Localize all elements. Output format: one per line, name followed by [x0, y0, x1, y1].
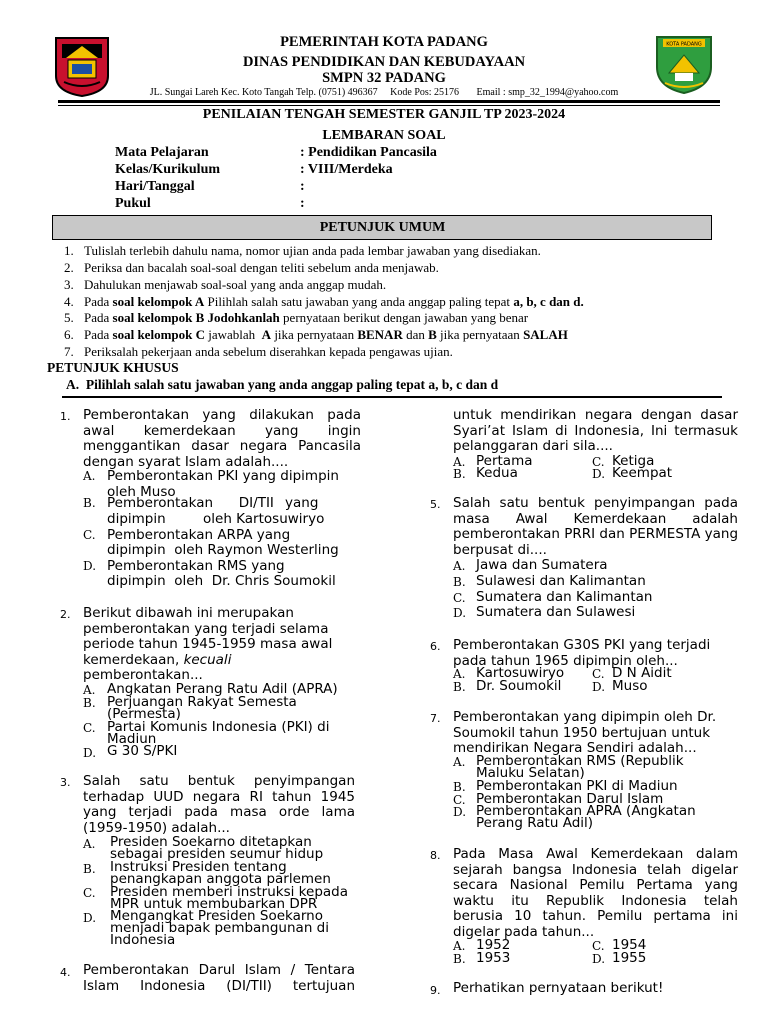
rule-1: 1. Tulislah terlebih dahulu nama, nomor ujian anda pada lembar jawaban yang disediakan.	[64, 243, 541, 258]
q4-option-d: Keempat	[612, 465, 673, 481]
svg-text:KOTA PADANG: KOTA PADANG	[666, 41, 702, 48]
q3-c-letter: C.	[83, 886, 96, 900]
rule-5: 5. Pada soal kelompok B Jodohkanlah pernyataan berikut dengan jawaban yang benar	[64, 310, 529, 325]
q6-number: 6.	[430, 640, 441, 653]
q7-a-letter: A.	[453, 755, 466, 769]
q2-option-b: Perjuangan Rakyat Semesta (Permesta)	[107, 694, 297, 722]
q3-option-a: Presiden Soekarno ditetapkan sebagai presiden seumur hidup	[110, 834, 324, 862]
q3-b-letter: B.	[83, 862, 96, 876]
q5-a-letter: A.	[453, 559, 466, 573]
q7-option-a: Pemberontakan RMS (Republik Maluku Selatan)	[476, 753, 684, 781]
q1-option-a: Pemberontakan PKI yang dipimpin oleh Muso	[107, 468, 339, 500]
q8-option-d: 1955	[612, 950, 647, 966]
q8-text: Pada Masa Awal Kemerdekaan dalam sejarah bangsa Indonesia telah digelar secara Nasional Pemilu Pertama yang waktu itu Republik Indonesia telah berusia 10 tahun. Pemilu pertama ini digelar pada tahun...	[453, 846, 738, 940]
q9-text: Perhatikan pernyataan berikut!	[453, 980, 664, 996]
info-value-subject: : Pendidikan Pancasila	[300, 145, 437, 160]
q7-option-b: Pemberontakan PKI di Madiun	[476, 778, 678, 794]
q8-b-letter: B.	[453, 952, 466, 966]
q6-b-letter: B.	[453, 680, 466, 694]
q5-d-letter: D.	[453, 606, 467, 620]
header-line1: PEMERINTAH KOTA PADANG	[280, 34, 488, 50]
q8-c-letter: C.	[592, 939, 605, 953]
rule-2: 2. Periksa dan bacalah soal-soal dengan teliti sebelum anda menjawab.	[64, 260, 439, 275]
q7-option-d: Pemberontakan APRA (Angkatan Perang Ratu Adil)	[476, 803, 696, 831]
q8-option-b: 1953	[476, 950, 511, 966]
q2-a-letter: A.	[83, 683, 96, 697]
q5-option-b: Sulawesi dan Kalimantan	[476, 573, 646, 589]
info-value-time: :	[300, 196, 305, 211]
q5-option-c: Sumatera dan Kalimantan	[476, 589, 653, 605]
q1-option-d-part1: Pemberontakan RMS yang	[107, 558, 285, 574]
q4-a-letter: A.	[453, 455, 466, 469]
q6-c-letter: C.	[592, 667, 605, 681]
q2-number: 2.	[60, 608, 71, 621]
q9-number: 9.	[430, 984, 441, 997]
header-rule-thin	[58, 105, 720, 106]
header-line3: SMPN 32 PADANG	[322, 70, 446, 86]
q7-option-c: Pemberontakan Darul Islam	[476, 791, 664, 807]
q4-number: 4.	[60, 966, 71, 979]
q3-number: 3.	[60, 776, 71, 789]
q3-a-letter: A.	[83, 837, 96, 851]
exam-subtitle: LEMBARAN SOAL	[322, 128, 446, 143]
q4-c-letter: C.	[592, 455, 605, 469]
header-address: JL. Sungai Lareh Kec. Koto Tangah Telp. (0751) 496367 Kode Pos: 25176 Email : smp_32_1994@yahoo.com	[149, 87, 619, 98]
section-a-rule	[62, 396, 722, 398]
q5-option-d: Sumatera dan Sulawesi	[476, 604, 636, 620]
info-value-date: :	[300, 179, 305, 194]
q2-option-c: Partai Komunis Indonesia (PKI) di Madiun	[107, 719, 330, 747]
special-instructions-title: PETUNJUK KHUSUS	[47, 360, 179, 375]
exam-title: PENILAIAN TENGAH SEMESTER GANJIL TP 2023-2024	[202, 107, 566, 122]
q1-d-letter: D.	[83, 559, 97, 573]
q3-option-d: Mengangkat Presiden Soekarno menjadi bapak pembangunan di Indonesia	[110, 908, 329, 948]
q2-option-d: G 30 S/PKI	[107, 743, 178, 759]
q4-text: Pemberontakan Darul Islam / Tentara Islam Indonesia (DI/TII) tertujuan	[83, 962, 355, 994]
q1-text: Pemberontakan yang dilakukan pada awal kemerdekaan yang ingin menggantikan dasar negara Pancasila dengan syarat Islam adalah....	[83, 407, 361, 470]
q5-b-letter: B.	[453, 575, 466, 589]
q6-d-letter: D.	[592, 680, 606, 694]
q8-a-letter: A.	[453, 939, 466, 953]
info-label-subject: Mata Pelajaran	[115, 145, 209, 160]
q1-option-c-part1: Pemberontakan ARPA yang	[107, 527, 291, 543]
q1-c-letter: C.	[83, 528, 96, 542]
q2-d-letter: D.	[83, 746, 97, 760]
q2-option-a: Angkatan Perang Ratu Adil (APRA)	[107, 681, 338, 697]
q3-d-letter: D.	[83, 911, 97, 925]
q2-text: Berikut dibawah ini merupakan pemberontakan yang terjadi selama periode tahun 1945-1959 masa awal kemerdekaan, kecuali pemberontakan...	[83, 605, 333, 683]
q6-option-d: Muso	[612, 678, 648, 694]
rule-7: 7. Periksalah pekerjaan anda sebelum diserahkan kepada pengawas ujian.	[64, 344, 453, 359]
rule-4: 4. Pada soal kelompok A Pilihlah salah satu jawaban yang anda anggap paling tepat a, b, c dan d.	[64, 294, 584, 309]
header-rule-thick	[58, 100, 720, 103]
q1-b-letter: B.	[83, 496, 96, 510]
q7-d-letter: D.	[453, 805, 467, 819]
q7-b-letter: B.	[453, 780, 466, 794]
q3-text: Salah satu bentuk penyimpangan terhadap UUD negara RI tahun 1945 yang terjadi pada masa orde lama (1959-1950) adalah...	[83, 773, 355, 836]
general-instructions-title: PETUNJUK UMUM	[319, 220, 446, 235]
q3-option-c: Presiden memberi instruksi kepada MPR untuk membubarkan DPR	[110, 884, 349, 912]
q5-option-a: Jawa dan Sumatera	[476, 557, 608, 573]
q7-text: Pemberontakan yang dipimpin oleh Dr. Soumokil tahun 1950 bertujuan untuk mendirikan Negara Sendiri adalah...	[453, 709, 717, 756]
q1-option-c-part2: dipimpin oleh Raymon Westerling	[107, 542, 339, 558]
q6-option-b: Dr. Soumokil	[476, 678, 562, 694]
rule-6: 6. Pada soal kelompok C jawablah A jika pernyataan BENAR dan B jika pernyataan SALAH	[64, 327, 568, 342]
q1-a-letter: A.	[83, 469, 96, 483]
info-label-class: Kelas/Kurikulum	[115, 162, 221, 177]
q3-option-b: Instruksi Presiden tentang penangkapan anggota parlemen	[110, 859, 331, 887]
q1-option-b-part3: dipimpin	[107, 511, 166, 527]
q1-option-d-part2: dipimpin oleh Dr. Chris Soumokil	[107, 573, 336, 589]
q7-number: 7.	[430, 712, 441, 725]
q1-option-b-part2: yang	[285, 495, 319, 511]
q6-option-a: Kartosuwiryo	[476, 665, 565, 681]
q8-number: 8.	[430, 849, 441, 862]
header-line2: DINAS PENDIDIKAN DAN KEBUDAYAAN	[242, 54, 526, 70]
q8-option-c: 1954	[612, 937, 647, 953]
q5-c-letter: C.	[453, 591, 466, 605]
q1-option-b-part1: Pemberontakan DI/TII	[107, 495, 274, 511]
q8-option-a: 1952	[476, 937, 511, 953]
q6-a-letter: A.	[453, 667, 466, 681]
info-value-class: : VIII/Merdeka	[300, 162, 393, 177]
section-a-instruction: A. Pilihlah salah satu jawaban yang anda anggap paling tepat a, b, c dan d	[66, 377, 499, 392]
q1-option-b-part4: oleh Kartosuwiryo	[203, 511, 325, 527]
info-label-date: Hari/Tanggal	[115, 179, 195, 194]
q2-b-letter: B.	[83, 696, 96, 710]
q6-text: Pemberontakan G30S PKI yang terjadi pada tahun 1965 dipimpin oleh...	[453, 637, 711, 669]
q2-c-letter: C.	[83, 721, 96, 735]
q1-number: 1.	[60, 410, 71, 423]
q4-option-c: Ketiga	[612, 453, 655, 469]
q7-c-letter: C.	[453, 793, 466, 807]
q5-text: Salah satu bentuk penyimpangan pada masa Awal Kemerdekaan adalah pemberontakan PRRI dan PERMESTA yang berpusat di....	[453, 495, 739, 558]
q6-option-c: D N Aidit	[612, 665, 672, 681]
q5-number: 5.	[430, 498, 441, 511]
q8-d-letter: D.	[592, 952, 606, 966]
q4-option-b: Kedua	[476, 465, 518, 481]
q4-text-continued: untuk mendirikan negara dengan dasar Syari’at Islam di Indonesia, Ini termasuk pelanggaran dari sila....	[453, 407, 738, 454]
rule-3: 3. Dahulukan menjawab soal-soal yang anda anggap mudah.	[64, 277, 387, 292]
q4-b-letter: B.	[453, 467, 466, 481]
info-label-time: Pukul	[115, 196, 151, 211]
q4-d-letter: D.	[592, 467, 606, 481]
q4-option-a: Pertama	[476, 453, 533, 469]
